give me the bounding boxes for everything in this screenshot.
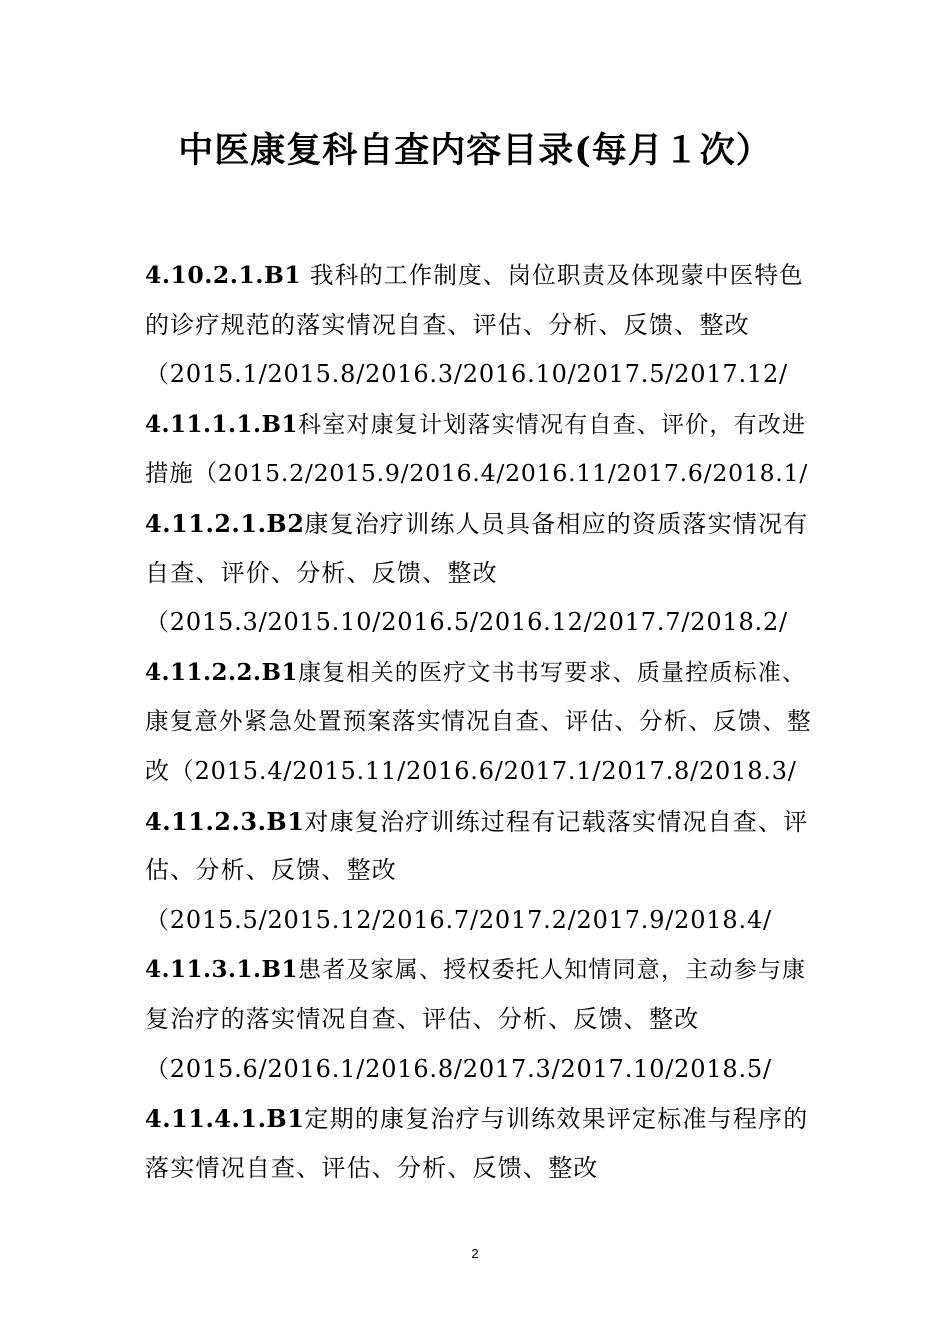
line-text: 措施（2015.2/2015.9/2016.4/2016.11/2017.6/2018.1/ xyxy=(145,459,809,488)
line-text: 对康复治疗训练过程有记载落实情况自查、评 xyxy=(304,807,809,836)
line-text: 定期的康复治疗与训练效果评定标准与程序的 xyxy=(304,1105,809,1134)
line-text: 改（2015.4/2015.11/2016.6/2017.1/2017.8/2018.3/ xyxy=(145,756,797,785)
line-text: 我科的工作制度、岗位职责及体现蒙中医特色 xyxy=(301,261,804,289)
item-code: 4.11.4.1.B1 xyxy=(145,1104,305,1134)
line-text: （2015.1/2015.8/2016.3/2016.10/2017.5/2017.12/ xyxy=(145,360,788,389)
line-text: 估、分析、反馈、整改 xyxy=(145,856,397,885)
text-line xyxy=(145,598,815,648)
line-text: 康复治疗训练人员具备相应的资质落实情况有 xyxy=(304,509,809,538)
text-line xyxy=(145,747,815,797)
text-line xyxy=(145,896,815,946)
text-line xyxy=(145,995,815,1045)
text-line xyxy=(145,846,815,896)
text-line xyxy=(145,400,815,450)
text-line xyxy=(145,648,815,698)
text-line xyxy=(145,251,815,301)
text-line xyxy=(145,350,815,400)
text-line xyxy=(145,301,815,351)
line-text: （2015.6/2016.1/2016.8/2017.3/2017.10/2018.5/ xyxy=(145,1054,772,1083)
item-code: 4.11.3.1.B1 xyxy=(145,956,298,984)
text-line xyxy=(145,1144,815,1194)
text-line xyxy=(145,1045,815,1095)
item-code: 4.11.2.1.B2 xyxy=(145,508,305,538)
text-line xyxy=(145,697,815,747)
line-text: 康复意外紧急处置预案落实情况自查、评估、分析、反馈、整 xyxy=(145,707,812,736)
text-line xyxy=(145,945,815,995)
line-text: 自查、评价、分析、反馈、整改 xyxy=(145,558,498,587)
checklist-body xyxy=(145,251,815,1193)
line-text: 的诊疗规范的落实情况自查、评估、分析、反馈、整改 xyxy=(145,310,750,339)
line-text: （2015.5/2015.12/2016.7/2017.2/2017.9/2018.4/ xyxy=(145,905,772,934)
page-number: 2 xyxy=(471,1246,479,1261)
page-title: 中医康复科自查内容目录(每月１次） xyxy=(178,130,772,171)
line-text: 科室对康复计划落实情况有自查、评价，有改进 xyxy=(298,411,807,438)
item-code: 4.10.2.1.B1 xyxy=(145,261,302,289)
line-text: 患者及家属、授权委托人知情同意，主动参与康 xyxy=(298,957,807,984)
item-code: 4.11.1.1.B1 xyxy=(145,410,298,438)
text-line xyxy=(145,499,815,549)
item-code: 4.11.2.2.B1 xyxy=(145,658,298,686)
text-line xyxy=(145,449,815,499)
text-line xyxy=(145,1094,815,1144)
line-text: 落实情况自查、评估、分析、反馈、整改 xyxy=(145,1153,599,1182)
text-line xyxy=(145,549,815,599)
item-code: 4.11.2.3.B1 xyxy=(145,806,305,836)
line-text: 康复相关的医疗文书书写要求、质量控质标准、 xyxy=(298,659,807,686)
line-text: 复治疗的落实情况自查、评估、分析、反馈、整改 xyxy=(145,1004,700,1033)
line-text: （2015.3/2015.10/2016.5/2016.12/2017.7/2018.2/ xyxy=(145,608,788,637)
text-line xyxy=(145,797,815,847)
